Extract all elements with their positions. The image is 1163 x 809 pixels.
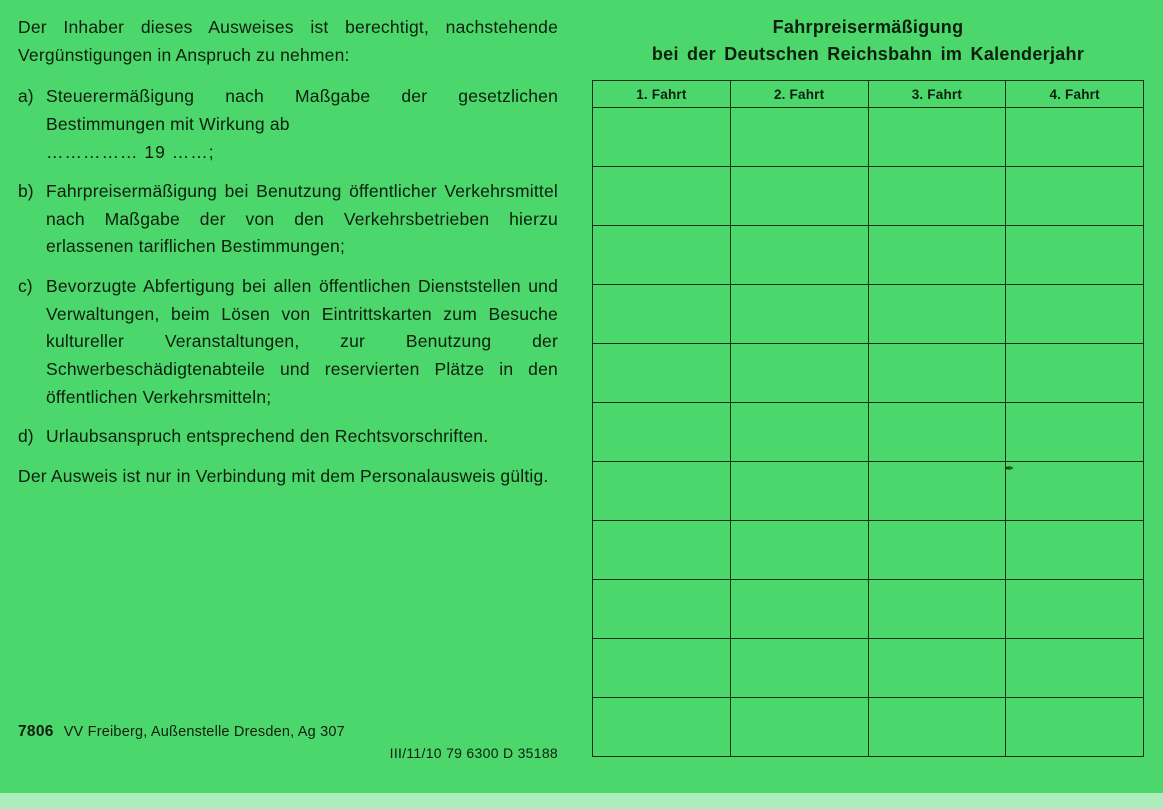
table-cell[interactable] bbox=[868, 698, 1006, 757]
table-row bbox=[593, 167, 1144, 226]
column-header-fahrt-2: 2. Fahrt bbox=[730, 81, 868, 108]
table-cell[interactable] bbox=[593, 167, 731, 226]
list-item-text: Steuerermäßigung nach Maßgabe der gesetzlichen Bestimmungen mit Wirkung ab bbox=[46, 86, 558, 134]
table-cell[interactable] bbox=[730, 403, 868, 462]
table-cell[interactable] bbox=[730, 226, 868, 285]
table-cell[interactable] bbox=[868, 521, 1006, 580]
table-row bbox=[593, 285, 1144, 344]
table-cell[interactable] bbox=[1006, 639, 1144, 698]
table-cell[interactable] bbox=[593, 344, 731, 403]
table-cell[interactable] bbox=[593, 521, 731, 580]
table-cell[interactable] bbox=[593, 285, 731, 344]
closing-paragraph: Der Ausweis ist nur in Verbindung mit dem Personalausweis gültig. bbox=[18, 465, 549, 486]
column-header-fahrt-1: 1. Fahrt bbox=[593, 81, 731, 108]
table-title-line1: Fahrpreisermäßigung bbox=[772, 17, 964, 37]
table-cell[interactable] bbox=[868, 167, 1006, 226]
table-row bbox=[593, 344, 1144, 403]
list-item-body bbox=[46, 83, 558, 166]
table-cell[interactable] bbox=[593, 226, 731, 285]
table-header-row bbox=[593, 81, 1144, 108]
table-cell[interactable] bbox=[730, 462, 868, 521]
list-item-text: Bevorzugte Abfertigung bei allen öffentlichen Dienststellen und Verwaltungen, beim Lösen von Eintrittskarten zum Besuche kultureller Veranstaltungen, zur Benutzung der Schwerbeschädigtenabteile und reservierten Plätze in den öffentlichen Verkehrsmitteln; bbox=[46, 276, 558, 407]
table-row bbox=[593, 698, 1144, 757]
table-cell[interactable] bbox=[1006, 167, 1144, 226]
table-cell[interactable] bbox=[730, 698, 868, 757]
table-cell[interactable] bbox=[730, 108, 868, 167]
list-item-text: Urlaubsanspruch entsprechend den Rechtsvorschriften. bbox=[46, 426, 489, 447]
list-item-marker: c) bbox=[18, 276, 33, 297]
table-row bbox=[593, 580, 1144, 639]
paper-speck: ✒ bbox=[1005, 463, 1015, 475]
table-cell[interactable] bbox=[1006, 580, 1144, 639]
column-header-fahrt-3: 3. Fahrt bbox=[868, 81, 1006, 108]
left-column bbox=[18, 14, 558, 503]
table-cell[interactable] bbox=[593, 403, 731, 462]
table-row bbox=[593, 226, 1144, 285]
table-cell[interactable] bbox=[868, 403, 1006, 462]
table-header bbox=[593, 81, 1144, 108]
table-cell[interactable] bbox=[868, 108, 1006, 167]
table-cell[interactable] bbox=[1006, 285, 1144, 344]
footer-number: 7806 bbox=[18, 723, 54, 740]
table-cell[interactable] bbox=[1006, 226, 1144, 285]
table-cell[interactable] bbox=[730, 167, 868, 226]
list-item bbox=[18, 178, 558, 261]
table-cell[interactable] bbox=[1006, 344, 1144, 403]
table-cell[interactable] bbox=[868, 344, 1006, 403]
table-cell[interactable] bbox=[868, 580, 1006, 639]
table-row bbox=[593, 403, 1144, 462]
list-item bbox=[18, 423, 558, 451]
table-cell[interactable] bbox=[593, 462, 731, 521]
list-item bbox=[18, 83, 558, 166]
table-cell[interactable] bbox=[593, 108, 731, 167]
table-row bbox=[593, 108, 1144, 167]
list-item-marker: b) bbox=[18, 181, 34, 202]
table-cell[interactable] bbox=[593, 639, 731, 698]
table-cell[interactable] bbox=[1006, 403, 1144, 462]
table-cell[interactable] bbox=[868, 462, 1006, 521]
table-cell[interactable] bbox=[730, 639, 868, 698]
table-cell[interactable] bbox=[730, 285, 868, 344]
table-title-line2: bei der Deutschen Reichsbahn im Kalenderjahr bbox=[651, 44, 1085, 64]
table-cell[interactable] bbox=[730, 344, 868, 403]
table-title bbox=[592, 14, 1144, 68]
table-cell[interactable] bbox=[1006, 698, 1144, 757]
list-item bbox=[18, 273, 558, 411]
table-cell[interactable] bbox=[730, 521, 868, 580]
table-body bbox=[593, 108, 1144, 757]
column-header-fahrt-4: 4. Fahrt bbox=[1006, 81, 1144, 108]
table-row bbox=[593, 462, 1144, 521]
footer-imprint: VV Freiberg, Außenstelle Dresden, Ag 307 bbox=[63, 724, 345, 740]
table-cell[interactable] bbox=[593, 698, 731, 757]
table-row bbox=[593, 521, 1144, 580]
list-item-marker: d) bbox=[18, 426, 34, 447]
right-column bbox=[592, 14, 1144, 757]
table-cell[interactable] bbox=[593, 580, 731, 639]
footer-primary-line bbox=[18, 723, 558, 741]
table-cell[interactable] bbox=[868, 639, 1006, 698]
list-item-marker: a) bbox=[18, 86, 34, 107]
table-cell[interactable] bbox=[1006, 108, 1144, 167]
fahrten-table bbox=[592, 80, 1144, 757]
footer-print-code: III/11/10 79 6300 D 35188 bbox=[389, 745, 558, 761]
table-cell[interactable] bbox=[1006, 521, 1144, 580]
fill-in-line[interactable]: …………… 19 ……; bbox=[46, 141, 215, 162]
table-cell[interactable] bbox=[730, 580, 868, 639]
table-cell[interactable] bbox=[1006, 462, 1144, 521]
list-item-text: Fahrpreisermäßigung bei Benutzung öffentlicher Verkehrsmittel nach Maßgabe der von den Verkehrsbetrieben hierzu erlassenen tariflichen Bestimmungen; bbox=[46, 181, 558, 257]
table-cell[interactable] bbox=[868, 285, 1006, 344]
intro-paragraph: Der Inhaber dieses Ausweises ist berechtigt, nachstehende Vergünstigungen in Anspruch zu nehmen: bbox=[18, 17, 558, 65]
footer bbox=[18, 723, 558, 761]
table-cell[interactable] bbox=[868, 226, 1006, 285]
table-row bbox=[593, 639, 1144, 698]
